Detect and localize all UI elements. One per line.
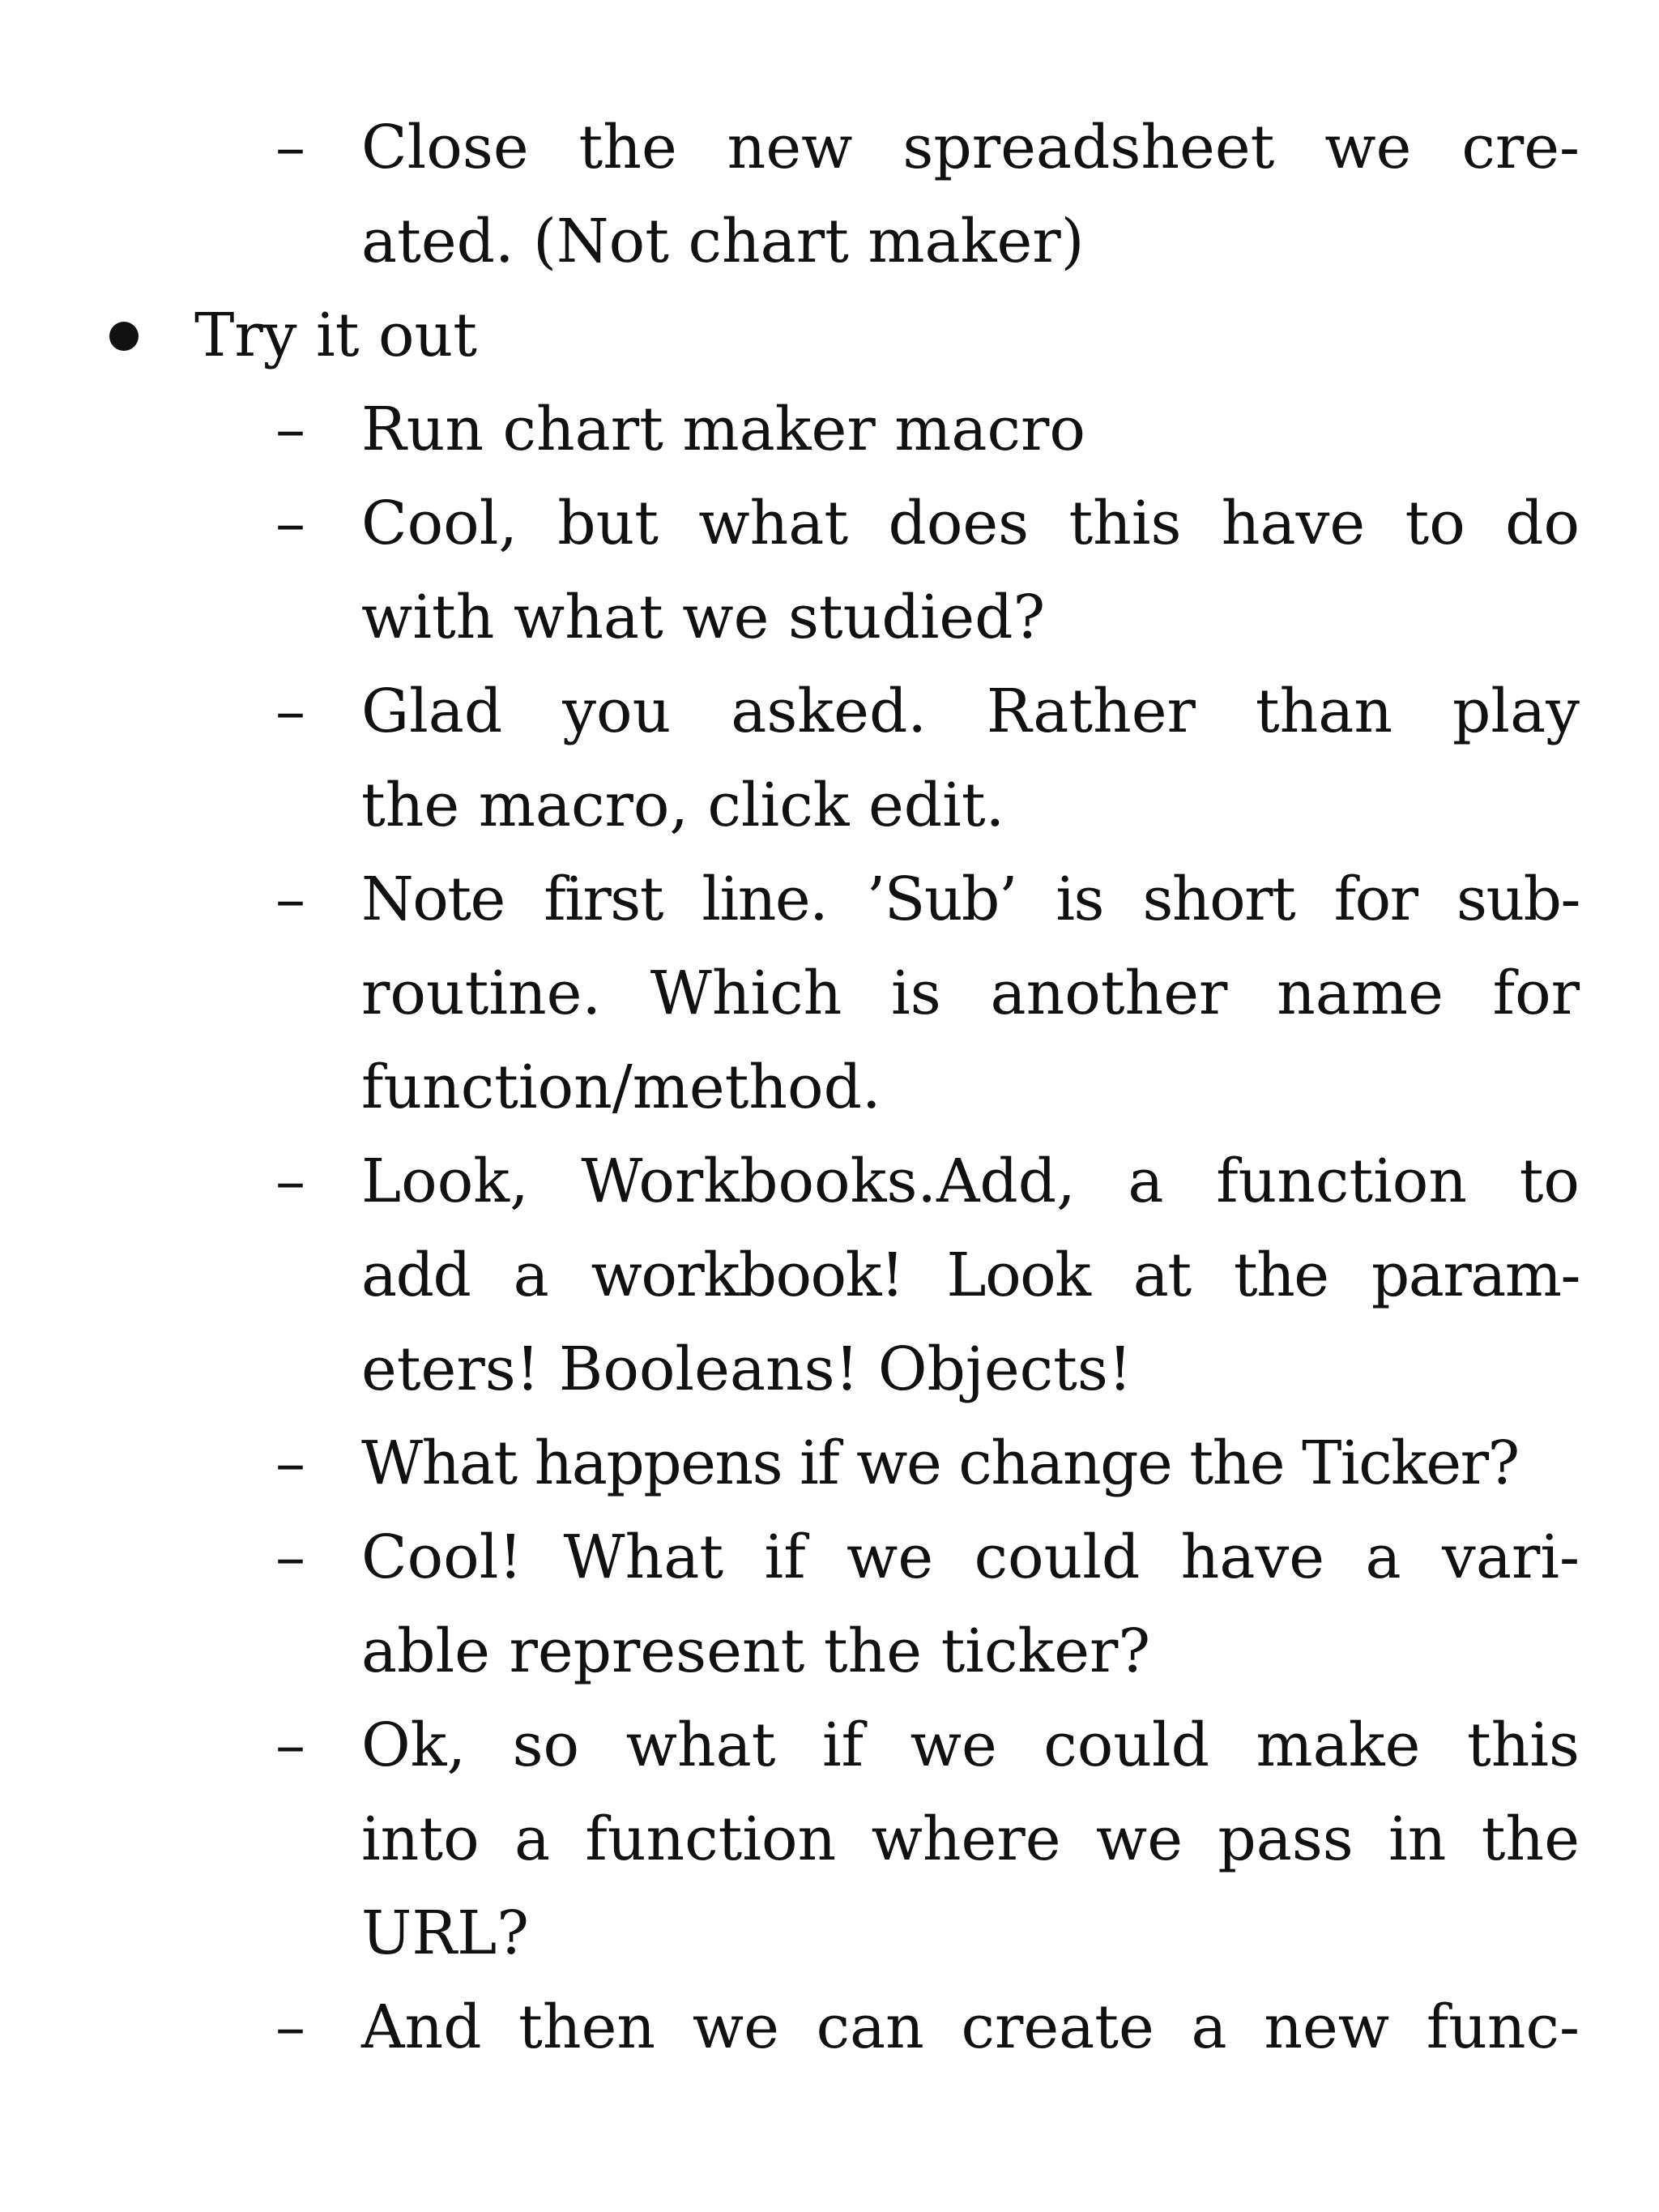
list-item-line: What happens if we change the Ticker? [361,1428,1519,1498]
list-item-line: Cool! What if we could have a vari- [361,1522,1580,1592]
list-item-line: Try it out [194,301,477,370]
list-item-line: URL? [361,1898,529,1968]
list-dash-marker: – [275,1522,305,1592]
list-dash-marker: – [275,1147,305,1216]
list-item-line: And then we can create a new func- [361,1992,1580,2062]
list-item-line: the macro, click edit. [361,771,1005,840]
list-dash-marker: – [275,1710,305,1780]
list-item-line: Glad you asked. Rather than play [361,677,1580,746]
list-item-line: Cool, but what does this have to do [361,489,1580,558]
list-item-line: eters! Booleans! Objects! [361,1334,1132,1404]
list-item-line: add a workbook! Look at the param- [361,1241,1580,1310]
list-item-line: into a function where we pass in the [361,1804,1580,1874]
list-dash-marker: – [275,395,305,464]
list-item-line: Ok, so what if we could make this [361,1710,1580,1780]
list-dash-marker: – [275,113,305,182]
list-item-line: with what we studied? [361,583,1046,652]
list-item-line: routine. Which is another name for [361,959,1580,1028]
list-dash-marker: – [275,489,305,558]
list-item-line: Close the new spreadsheet we cre- [361,113,1580,182]
list-item-line: Look, Workbooks.Add, a function to [361,1147,1580,1216]
list-bullet-marker [109,288,158,382]
bullet-dot-icon [109,322,139,351]
list-dash-marker: – [275,1428,305,1498]
list-dash-marker: – [275,865,305,934]
list-dash-marker: – [275,1992,305,2062]
list-item-line: ated. (Not chart maker) [361,207,1085,276]
list-item-line: Note first line. ’Sub’ is short for sub- [361,865,1580,934]
list-dash-marker: – [275,677,305,746]
list-item-line: Run chart maker macro [361,395,1085,464]
list-item-line: function/method. [361,1053,881,1122]
list-item-line: able represent the ticker? [361,1616,1151,1686]
